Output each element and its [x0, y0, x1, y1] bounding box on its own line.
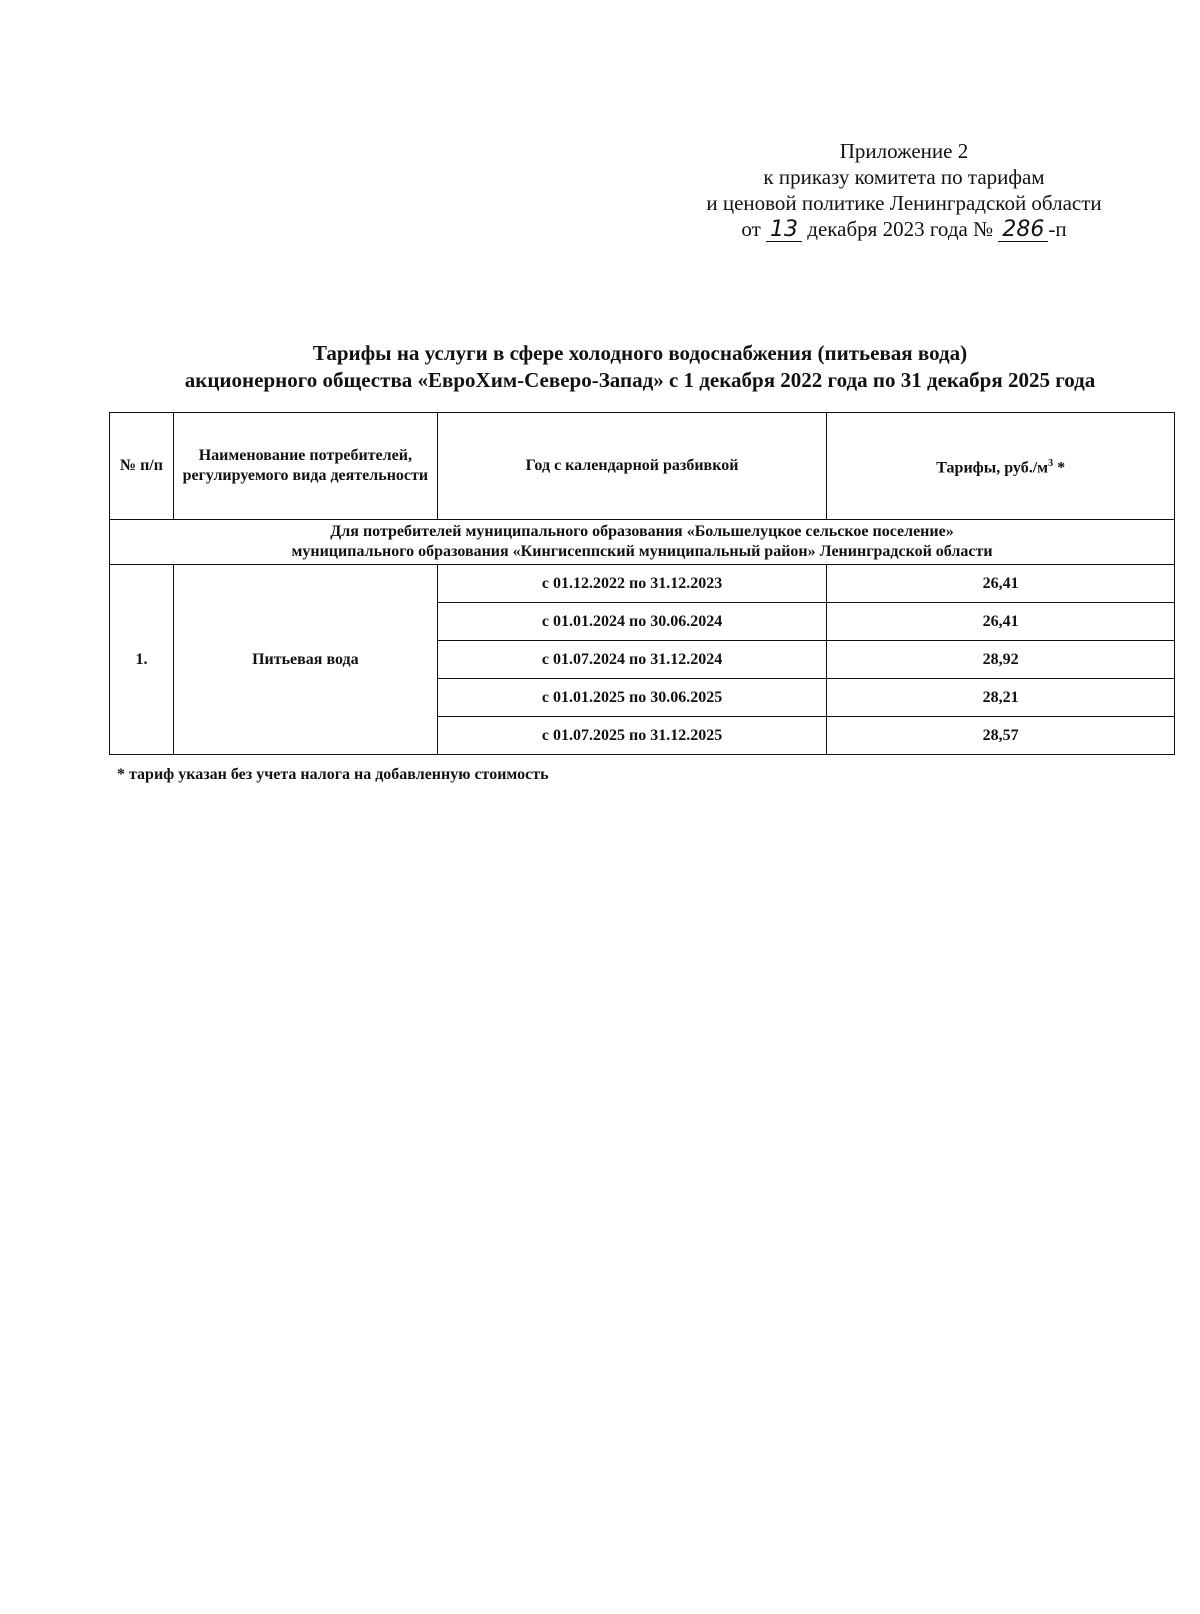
header-tariff-sup: 3	[1048, 457, 1054, 469]
table-header-row	[110, 413, 1175, 520]
header-name: Наименование потребителей, регулируемого вида деятельности	[173, 413, 437, 520]
table-row	[110, 565, 1175, 603]
header-tariff: Тарифы, $руб./м^3$ *	[827, 413, 1175, 520]
appendix-date-line	[640, 216, 1168, 242]
document-title	[100, 340, 1180, 394]
period-cell: с 01.01.2025 по 30.06.2025	[437, 679, 827, 717]
item-name: Питьевая вода	[173, 565, 437, 755]
handwritten-day: 13	[766, 219, 802, 242]
period-cell: с 01.01.2024 по 30.06.2024	[437, 603, 827, 641]
number-suffix: -п	[1048, 217, 1067, 241]
tariff-cell: 28,21	[827, 679, 1175, 717]
period-cell: с 01.07.2025 по 31.12.2025	[437, 717, 827, 755]
title-line-2: акционерного общества «ЕвроХим-Северо-Запад» с 1 декабря 2022 года по 31 декабря 2025 года	[184, 368, 1096, 392]
date-middle: декабря 2023 года №	[807, 217, 994, 241]
period-cell: с 01.07.2024 по 31.12.2024	[437, 641, 827, 679]
tariffs-table	[109, 412, 1175, 755]
group-line-2: муниципального образования «Кингисеппский муниципальный район» Ленинградской области	[291, 543, 993, 560]
appendix-title: Приложение 2	[839, 139, 969, 163]
header-period: Год с календарной разбивкой	[437, 413, 827, 520]
appendix-order-ref: к приказу комитета по тарифам	[763, 165, 1045, 189]
appendix-header	[640, 138, 1168, 242]
group-row	[110, 520, 1175, 565]
item-num: 1.	[110, 565, 174, 755]
group-cell	[110, 520, 1175, 565]
footnote: * тариф указан без учета налога на добавленную стоимость	[117, 766, 549, 783]
header-num: № п/п	[110, 413, 174, 520]
period-cell: с 01.12.2022 по 31.12.2023	[437, 565, 827, 603]
tariff-cell: 28,92	[827, 641, 1175, 679]
appendix-committee: и ценовой политике Ленинградской области	[706, 191, 1102, 215]
tariff-cell: 26,41	[827, 603, 1175, 641]
group-line-1: Для потребителей муниципального образования «Большелуцкое сельское поселение»	[330, 523, 954, 540]
date-prefix: от	[741, 217, 761, 241]
handwritten-order-number: 286	[998, 219, 1048, 242]
tariff-cell: 28,57	[827, 717, 1175, 755]
tariff-cell: 26,41	[827, 565, 1175, 603]
title-line-1: Тарифы на услуги в сфере холодного водоснабжения (питьевая вода)	[312, 341, 968, 365]
